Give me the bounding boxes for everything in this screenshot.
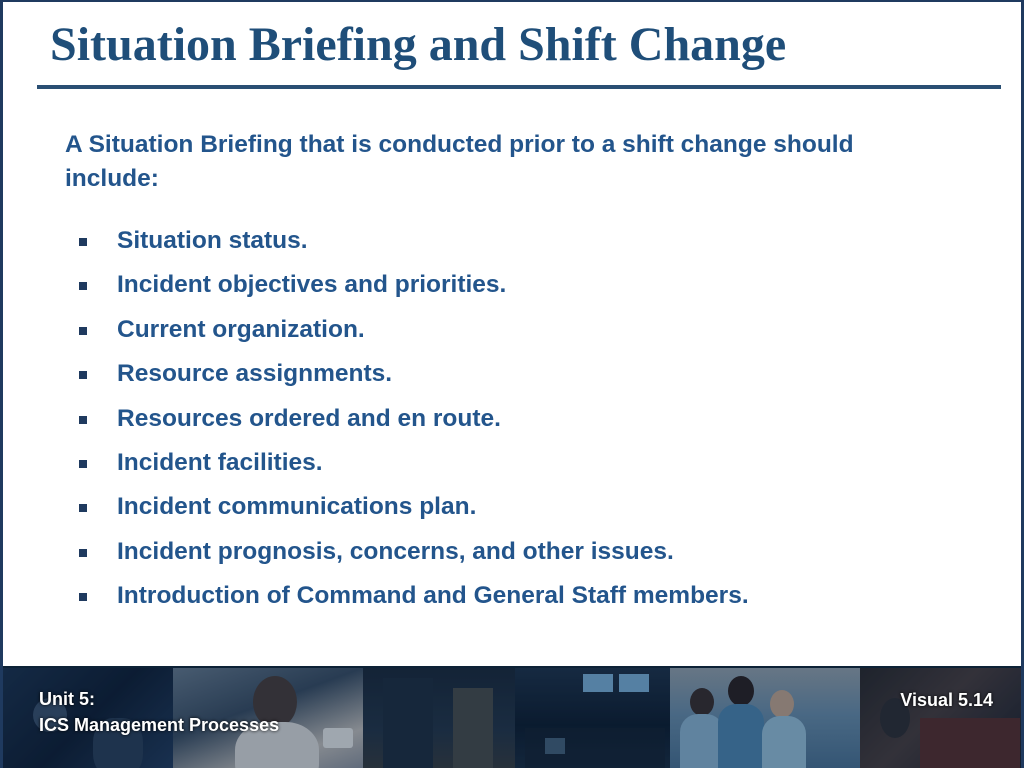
bullet-text: Introduction of Command and General Staff members.	[117, 582, 749, 610]
footer-unit-label	[39, 686, 279, 738]
bullet-text: Incident communications plan.	[117, 493, 477, 521]
title-divider	[37, 85, 1001, 89]
square-bullet-icon	[79, 416, 87, 424]
square-bullet-icon	[79, 593, 87, 601]
square-bullet-icon	[79, 460, 87, 468]
square-bullet-icon	[79, 327, 87, 335]
square-bullet-icon	[79, 504, 87, 512]
bullet-text: Resources ordered and en route.	[117, 404, 501, 432]
visual-number: Visual 5.14	[900, 690, 993, 710]
bullet-list	[75, 224, 749, 624]
list-item	[75, 490, 749, 534]
square-bullet-icon	[79, 282, 87, 290]
square-bullet-icon	[79, 549, 87, 557]
square-bullet-icon	[79, 238, 87, 246]
bullet-text: Incident facilities.	[117, 448, 323, 476]
list-item	[75, 313, 749, 357]
list-item	[75, 579, 749, 623]
list-item	[75, 402, 749, 446]
slide-title: Situation Briefing and Shift Change	[50, 18, 787, 71]
bullet-text: Incident prognosis, concerns, and other issues.	[117, 537, 674, 565]
list-item	[75, 446, 749, 490]
bullet-text: Incident objectives and priorities.	[117, 271, 507, 299]
square-bullet-icon	[79, 371, 87, 379]
list-item	[75, 224, 749, 268]
list-item	[75, 535, 749, 579]
bullet-text: Situation status.	[117, 227, 308, 254]
unit-number: Unit 5:	[39, 689, 95, 709]
footer-photo-banner	[3, 666, 1021, 768]
intro-text: A Situation Briefing that is conducted prior to a shift change should include:	[65, 131, 854, 192]
bullet-text: Current organization.	[117, 315, 365, 343]
unit-title: ICS Management Processes	[39, 715, 280, 735]
list-item	[75, 357, 749, 401]
list-item	[75, 268, 749, 312]
bullet-text: Resource assignments.	[117, 360, 393, 388]
